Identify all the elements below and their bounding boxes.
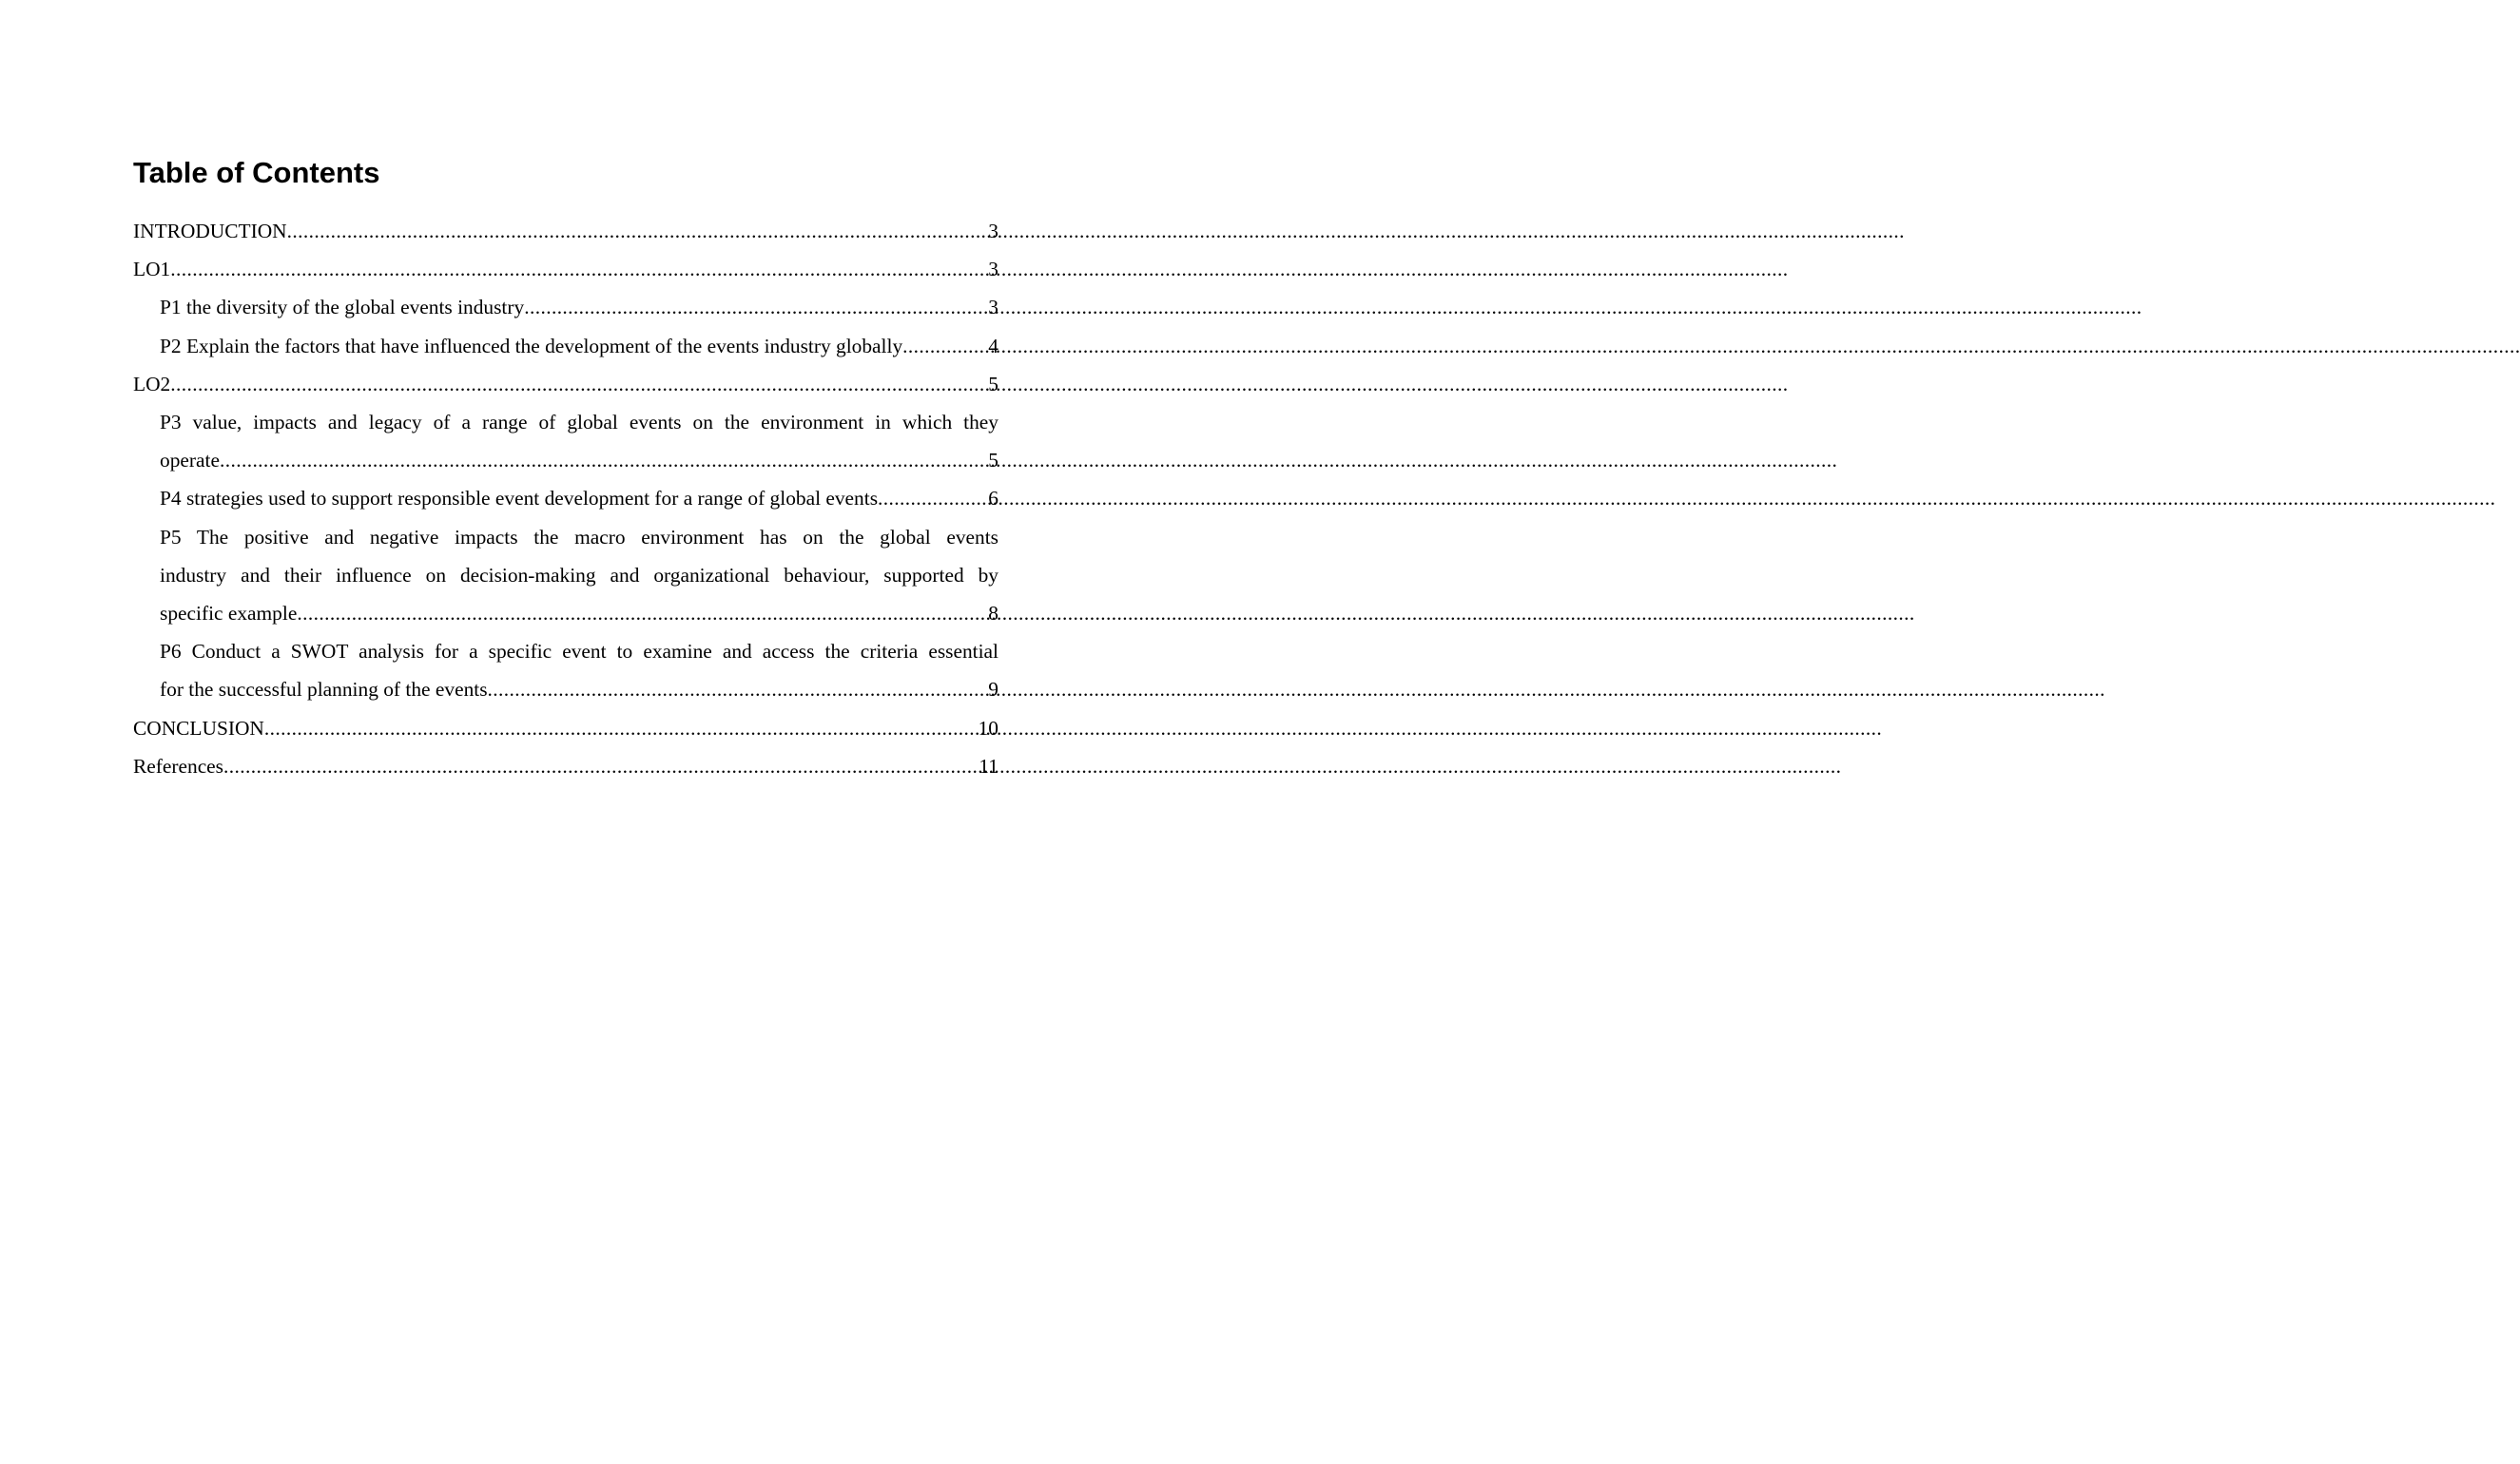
dot-leader [902, 327, 988, 365]
dot-leader [223, 747, 979, 785]
toc-entry-text: LO1 [133, 258, 171, 281]
toc-entry-text: P2 Explain the factors that have influenced the development of the events industry globally [160, 334, 903, 357]
toc-entry-text: INTRODUCTION [133, 220, 287, 242]
toc-entry-text-line: P6 Conduct a SWOT analysis for a specific event to examine and access the criteria essential [160, 640, 998, 664]
dot-leader [297, 594, 988, 632]
toc-page-number: 4 [988, 334, 998, 357]
toc-page-number: 9 [988, 678, 998, 702]
toc-page-number: 8 [988, 602, 998, 626]
toc-entry-text: CONCLUSION [133, 716, 264, 740]
toc-page-number: 5 [988, 372, 998, 395]
toc-entry-lo1[interactable] [133, 250, 998, 288]
toc-entry-text-line: P3 value, impacts and legacy of a range of global events on the environment in which they [160, 411, 998, 434]
toc-page-number: 3 [988, 258, 998, 281]
toc-entry-p3[interactable] [133, 403, 998, 479]
toc-entry-text: References [133, 754, 224, 778]
toc-list [133, 212, 998, 785]
toc-entry-text: LO2 [133, 372, 171, 395]
toc-page-number: 10 [978, 716, 998, 740]
toc-entry-p6[interactable] [133, 632, 998, 708]
dot-leader [287, 212, 989, 250]
toc-entry-introduction[interactable] [133, 212, 998, 250]
toc-page-number: 6 [988, 487, 998, 510]
toc-page-number: 11 [979, 754, 998, 778]
table-of-contents [133, 152, 998, 785]
toc-entry-p2[interactable] [133, 327, 998, 365]
dot-leader [878, 479, 988, 517]
toc-page-number: 5 [988, 449, 998, 472]
toc-entry-references[interactable] [133, 747, 998, 785]
toc-entry-text: P1 the diversity of the global events industry [160, 296, 525, 319]
toc-entry-text: operate [160, 449, 220, 472]
toc-page-number: 3 [988, 220, 998, 242]
toc-entry-text: P4 strategies used to support responsible event development for a range of global events [160, 487, 879, 510]
dot-leader [524, 288, 988, 326]
document-page [0, 0, 1132, 1464]
toc-entry-lo2[interactable] [133, 365, 998, 403]
toc-entry-text-line: industry and their influence on decision-making and organizational behaviour, supported by [160, 563, 998, 587]
dot-leader [170, 250, 988, 288]
dot-leader [220, 441, 988, 479]
toc-entry-conclusion[interactable] [133, 709, 998, 747]
toc-page-number: 3 [988, 296, 998, 319]
toc-entry-text-line: P5 The positive and negative impacts the macro environment has on the global events [160, 525, 998, 549]
toc-entry-p1[interactable] [133, 288, 998, 326]
toc-entry-text: for the successful planning of the events [160, 678, 488, 702]
dot-leader [170, 365, 988, 403]
toc-entry-text: specific example [160, 602, 298, 626]
dot-leader [264, 709, 979, 747]
toc-entry-p5[interactable] [133, 518, 998, 633]
toc-heading: Table of Contents [133, 156, 380, 189]
toc-entry-p4[interactable] [133, 479, 998, 517]
dot-leader [488, 670, 989, 708]
